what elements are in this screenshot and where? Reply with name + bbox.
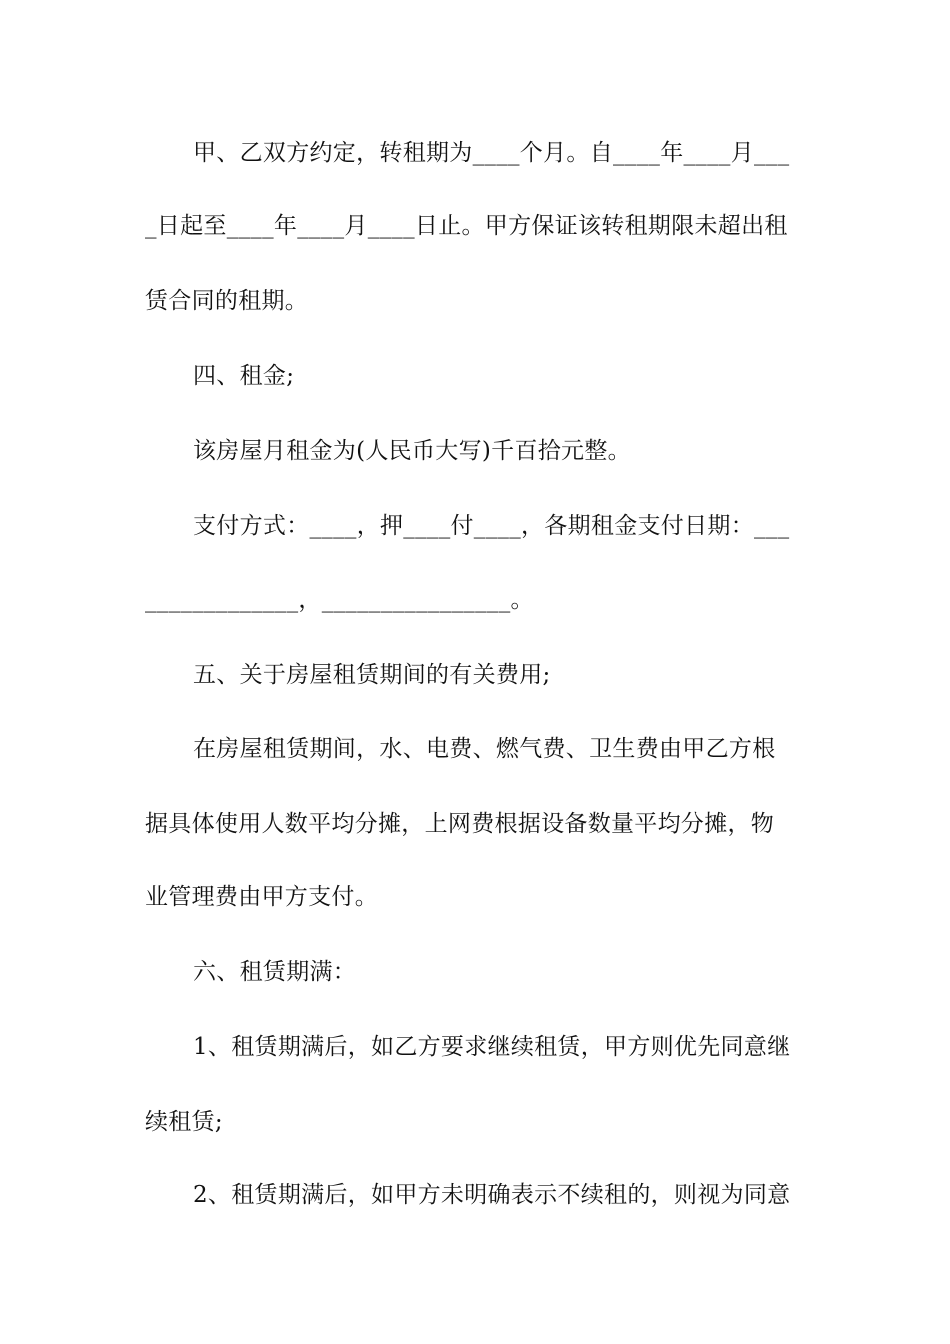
text-line: 该房屋月租金为(人民币大写)千百拾元整。 bbox=[193, 438, 631, 464]
section-heading: 五、关于房屋租赁期间的有关费用; bbox=[193, 662, 551, 688]
text-line: 续租赁; bbox=[145, 1109, 223, 1135]
text-line: 在房屋租赁期间，水、电费、燃气费、卫生费由甲乙方根 bbox=[193, 736, 776, 762]
section-heading: 六、租赁期满： bbox=[193, 959, 357, 985]
text-line: 支付方式：____，押____付____，各期租金支付日期：___ bbox=[193, 513, 790, 539]
text-line: _____________，________________。 bbox=[145, 587, 534, 613]
text-line: _日起至____年____月____日止。甲方保证该转租期限未超出租 bbox=[145, 213, 788, 239]
text-line: 甲、乙双方约定，转租期为____个月。自____年____月___ bbox=[193, 140, 790, 166]
text-line: 1、租赁期满后，如乙方要求继续租赁，甲方则优先同意继 bbox=[193, 1034, 791, 1060]
text-line: 业管理费由甲方支付。 bbox=[145, 884, 378, 910]
text-line: 据具体使用人数平均分摊，上网费根据设备数量平均分摊，物 bbox=[145, 811, 775, 837]
text-line: 2、租赁期满后，如甲方未明确表示不续租的，则视为同意 bbox=[193, 1182, 791, 1208]
section-heading: 四、租金; bbox=[193, 363, 295, 389]
text-line: 赁合同的租期。 bbox=[145, 288, 309, 314]
